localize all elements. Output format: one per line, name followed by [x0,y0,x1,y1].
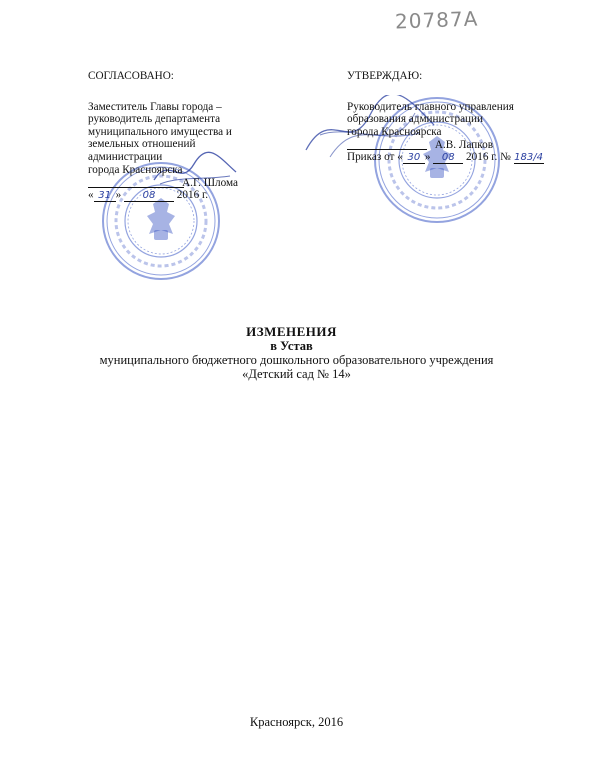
institution-name-line: муниципального бюджетного дошкольного образовательного учреждения [99,353,494,367]
approved-position-line: города Красноярска [347,125,442,138]
agreed-date-line: « 31 » 08 2016 г. [88,189,209,202]
approval-block-agreed [88,70,248,202]
order-number: 183/4 [514,152,543,164]
agreed-signatory-name: А.Г. Шлома [182,176,238,189]
approved-heading: УТВЕРЖДАЮ: [347,70,423,82]
approved-position-line: образования администрации [347,113,484,126]
agreed-position-line: Заместитель Главы города – [88,100,222,113]
handwritten-registration-number: 20787А [394,6,479,34]
document-subtitle: в Устав [270,339,313,353]
institution-short-name: «Детский сад № 14» [242,367,351,381]
place-and-year: Красноярск, 2016 [249,715,344,729]
approval-block-approved [347,70,547,164]
document-title-block [0,325,593,381]
order-date-year: 2016 г. № [466,151,511,164]
agreed-date-month: 08 [124,191,174,202]
order-date-month: 08 [433,153,463,164]
order-date-line: Приказ от « 30 » 08 2016 г. № 183/4 [347,151,543,164]
document-title: ИЗМЕНЕНИЯ [246,324,337,339]
agreed-date-day: 31 [94,191,116,202]
approved-signatory-name: А.В. Лапков [434,138,493,151]
order-date-day: 30 [403,153,425,164]
agreed-position-line: муниципального имущества и [88,125,232,138]
approved-signature-line [347,138,493,151]
agreed-position-line: руководитель департамента [88,113,221,126]
agreed-heading: СОГЛАСОВАНО: [88,70,174,82]
agreed-position-line: земельных отношений [88,138,196,151]
agreed-signature-line [88,176,238,189]
agreed-position-line: администрации [88,150,163,163]
agreed-position-line: города Красноярска [88,163,183,176]
approved-position-line: Руководитель главного управления [347,100,514,113]
agreed-date-year: 2016 г. [176,189,209,202]
